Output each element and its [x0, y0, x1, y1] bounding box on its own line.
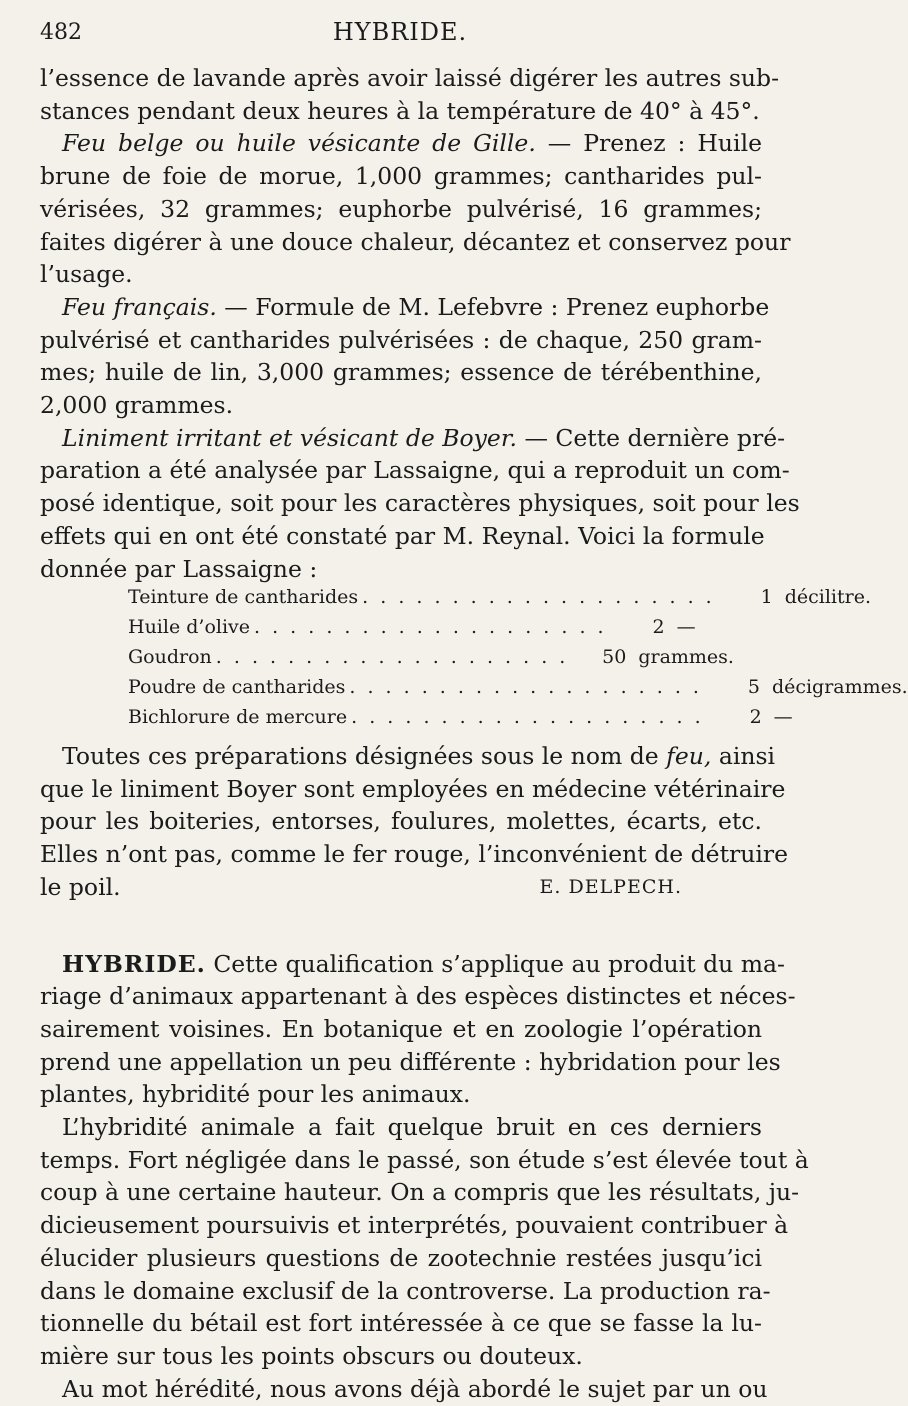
recipe-title: Feu belge ou huile vésicante de Gille. [62, 129, 536, 158]
ingredient-unit: grammes. [638, 646, 734, 668]
text-run: — Cette dernière pré- [516, 423, 786, 452]
text-line: mière sur tous les points obscurs ou douteux. [40, 1341, 583, 1370]
text-line [40, 948, 785, 981]
leader-dots: . . . . . . . . . . . . . . . . . . . . [351, 706, 704, 728]
text-line: riage d’animaux appartenant à des espèces distinctes et néces- [40, 982, 796, 1011]
ingredient-unit: — [773, 706, 793, 728]
text-line: donnée par Lassaigne : [40, 554, 318, 583]
ingredient-name: Bichlorure de mercure [128, 706, 348, 728]
ingredient-unit: décilitre. [784, 586, 871, 608]
text-line [40, 291, 770, 324]
text-run: le poil. [40, 872, 121, 901]
recipe-title: Feu français. [62, 292, 217, 321]
leader-dots: . . . . . . . . . . . . . . . . . . . . [254, 616, 607, 638]
text-line: paration a été analysée par Lassaigne, qui a reproduit un com- [40, 456, 790, 485]
ingredient-name: Huile d’olive [128, 616, 251, 638]
text-line: pour les boiteries, entorses, foulures, molettes, écarts, etc. [40, 807, 762, 836]
page-body [40, 62, 800, 585]
paragraph-heredite [40, 1373, 768, 1406]
formula-row [128, 612, 696, 642]
text-line: posé identique, soit pour les caractères physiques, soit pour les [40, 489, 800, 518]
recipe-title: Liniment irritant et vésicant de Boyer. [62, 423, 517, 452]
text-line: mes; huile de lin, 3,000 grammes; essence de térébenthine, [40, 358, 762, 387]
text-line: vérisées, 32 grammes; euphorbe pulvérisé, 16 grammes; [40, 194, 762, 223]
leader-dots: . . . . . . . . . . . . . . . . . . . . [362, 586, 715, 608]
text-line: 2,000 grammes. [40, 391, 234, 420]
text-line [40, 740, 776, 773]
paragraph-lavande [40, 62, 780, 127]
text-line: plantes, hybridité pour les animaux. [40, 1080, 471, 1109]
page-number: 482 [40, 20, 82, 45]
text-line: Elles n’ont pas, comme le fer rouge, l’inconvénient de détruire [40, 840, 789, 869]
formula-row [128, 702, 793, 732]
text-line: stances pendant deux heures à la température de 40° à 45°. [40, 96, 760, 125]
ingredient-name: Goudron [128, 646, 212, 668]
ingredient-unit: décigrammes. [771, 676, 908, 698]
text-line: L’hybridité animale a fait quelque bruit en ces derniers [62, 1113, 762, 1142]
formula-row [128, 582, 871, 612]
page-body-continued [40, 740, 809, 1405]
text-line: Au mot hérédité, nous avons déjà abordé le sujet par un ou [62, 1374, 768, 1403]
text-run: — Formule de M. Lefebvre : Prenez euphorbe [216, 292, 770, 321]
leader-dots: . . . . . . . . . . . . . . . . . . . . [215, 646, 569, 668]
text-line: que le liniment Boyer sont employées en médecine vétérinaire [40, 774, 786, 803]
paragraph-hybride-definition [40, 948, 796, 1112]
formula-row [128, 672, 908, 702]
italic-word: feu, [666, 742, 712, 770]
formula-table [128, 582, 908, 732]
text-line: faites digérer à une douce chaleur, décantez et conservez pour [40, 227, 791, 256]
text-run: Toutes ces préparations désignées sous le nom de [62, 742, 667, 770]
leader-dots: . . . . . . . . . . . . . . . . . . . . [349, 676, 702, 698]
text-line: élucider plusieurs questions de zootechnie restées jusqu’ici [40, 1243, 762, 1272]
paragraph-liniment-boyer [40, 422, 800, 586]
ingredient-quantity: 50 [602, 646, 627, 668]
text-run: ainsi [711, 742, 776, 770]
text-run: — Prenez : Huile [535, 129, 762, 158]
text-line: pulvérisé et cantharides pulvérisées : de chaque, 250 gram- [40, 325, 762, 354]
page-header [40, 14, 760, 50]
ingredient-quantity: 5 [747, 676, 760, 698]
formula-row [128, 642, 734, 672]
section-gap [40, 904, 762, 948]
text-line: l’usage. [40, 260, 133, 289]
ingredient-unit: — [676, 616, 696, 638]
text-line: prend une appellation un peu différente : hybridation pour les [40, 1047, 781, 1076]
text-line: sairement voisines. En botanique et en zoologie l’opération [40, 1014, 762, 1043]
text-run: Cette qualification s’applique au produit du ma- [205, 949, 785, 978]
text-line [40, 127, 762, 160]
text-line: effets qui en ont été constaté par M. Reynal. Voici la formule [40, 521, 765, 550]
ingredient-name: Poudre de cantharides [128, 676, 346, 698]
running-head: HYBRIDE. [332, 18, 468, 46]
ingredient-name: Teinture de cantharides [128, 586, 359, 608]
ingredient-quantity: 1 [760, 586, 773, 608]
text-line: coup à une certaine hauteur. On a compris que les résultats, ju- [40, 1178, 800, 1207]
text-line: tionnelle du bétail est fort intéressée à ce que se fasse la lu- [40, 1309, 762, 1338]
text-line [40, 871, 762, 904]
ingredient-quantity: 2 [652, 616, 665, 638]
text-line: brune de foie de morue, 1,000 grammes; cantharides pul- [40, 162, 762, 191]
author-signature: E. DELPECH. [539, 875, 682, 898]
paragraph-feu-francais [40, 291, 770, 422]
entry-heading: HYBRIDE. [62, 949, 206, 978]
ingredient-quantity: 2 [749, 706, 762, 728]
text-line: l’essence de lavande après avoir laissé digérer les autres sub- [40, 64, 780, 92]
text-line: temps. Fort négligée dans le passé, son étude s’est élevée tout à [40, 1145, 809, 1174]
paragraph-toutes-ces-preparations [40, 740, 789, 904]
text-line [40, 422, 786, 455]
text-line: dans le domaine exclusif de la controverse. La production ra- [40, 1276, 771, 1305]
text-line: dicieusement poursuivis et interprétés, pouvaient contribuer à [40, 1211, 789, 1240]
paragraph-hybridite-animale [40, 1111, 809, 1373]
paragraph-feu-belge [40, 127, 791, 291]
